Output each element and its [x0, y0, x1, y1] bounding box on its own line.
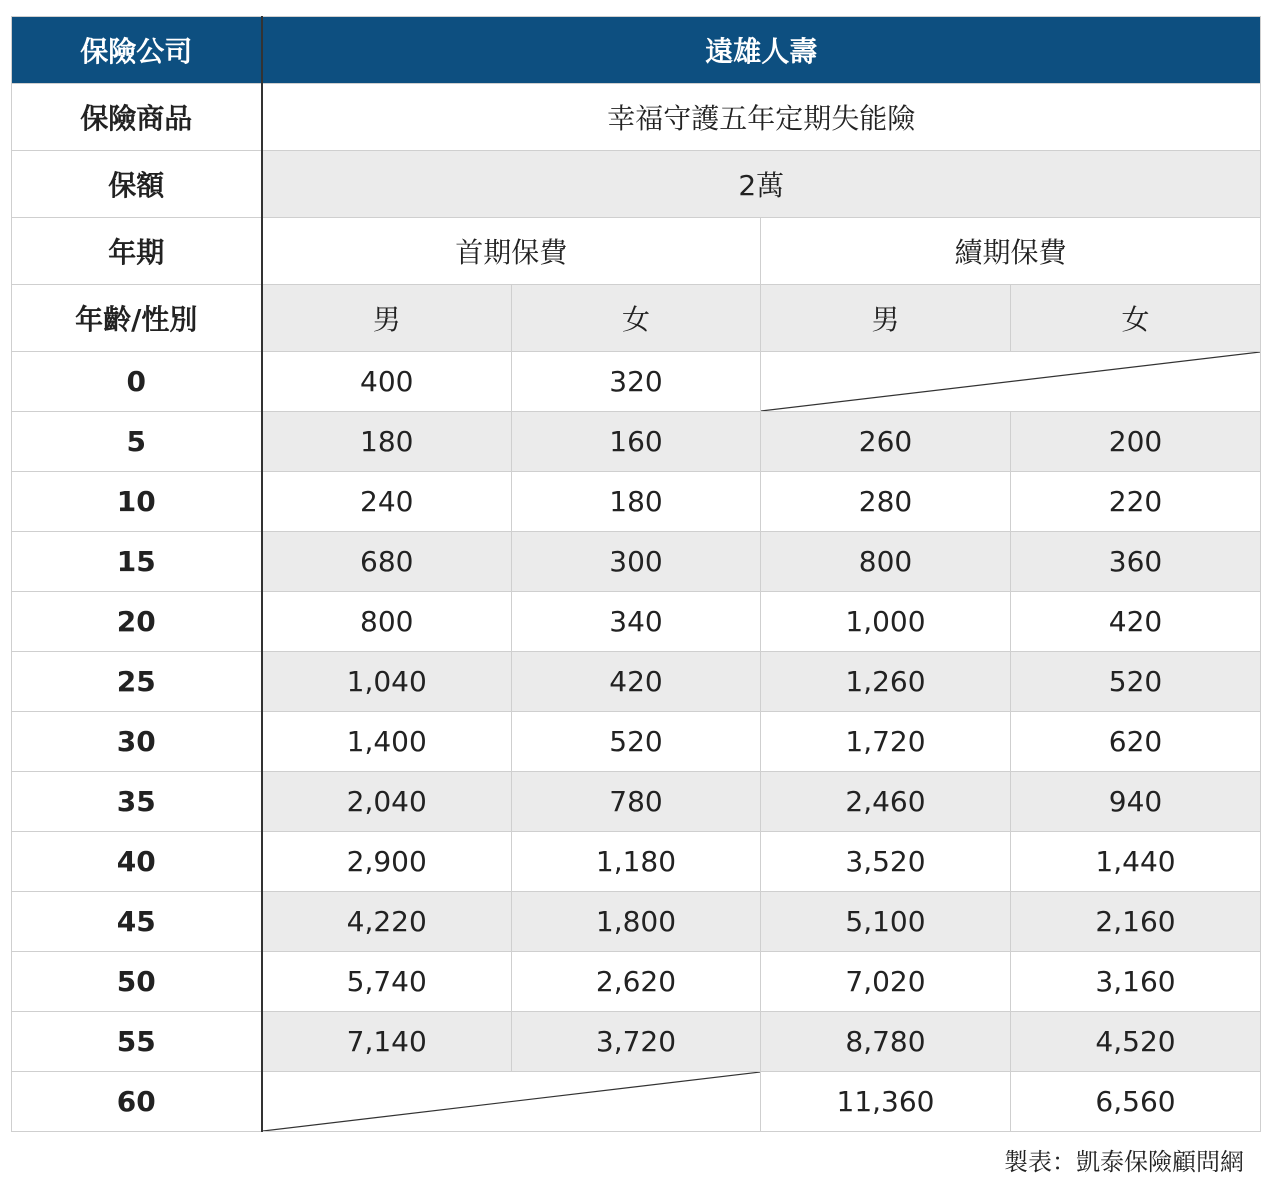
premium-cell: 4,520 — [1011, 1012, 1261, 1072]
age-cell: 25 — [12, 652, 262, 712]
premium-cell: 260 — [761, 412, 1011, 472]
period-label: 年期 — [12, 218, 262, 285]
table-row — [12, 412, 1261, 472]
renewal-premium-header: 續期保費 — [761, 218, 1261, 285]
premium-cell: 780 — [512, 772, 761, 832]
table-row — [12, 952, 1261, 1012]
first-male-header: 男 — [262, 285, 512, 352]
coverage-value: 2萬 — [262, 151, 1261, 218]
premium-cell: 1,440 — [1011, 832, 1261, 892]
source-note: 製表：凱泰保險顧問網 — [1004, 1148, 1244, 1176]
premium-cell: 200 — [1011, 412, 1261, 472]
premium-cell: 7,020 — [761, 952, 1011, 1012]
premium-cell: 520 — [512, 712, 761, 772]
coverage-label: 保額 — [12, 151, 262, 218]
premium-cell: 1,000 — [761, 592, 1011, 652]
not-applicable-slash — [761, 352, 1260, 411]
premium-cell: 4,220 — [262, 892, 512, 952]
table-row — [12, 472, 1261, 532]
age-cell: 35 — [12, 772, 262, 832]
age-cell: 10 — [12, 472, 262, 532]
gender-row — [12, 285, 1261, 352]
premium-cell: 180 — [262, 412, 512, 472]
premium-cell: 8,780 — [761, 1012, 1011, 1072]
age-cell: 60 — [12, 1072, 262, 1132]
premium-cell: 800 — [761, 532, 1011, 592]
table-row — [12, 652, 1261, 712]
coverage-row — [12, 151, 1261, 218]
premium-cell: 680 — [262, 532, 512, 592]
premium-cell: 420 — [1011, 592, 1261, 652]
company-label: 保險公司 — [12, 17, 262, 84]
age-cell: 5 — [12, 412, 262, 472]
premium-cell: 220 — [1011, 472, 1261, 532]
renewal-male-header: 男 — [761, 285, 1011, 352]
age-cell: 15 — [12, 532, 262, 592]
premium-cell: 2,040 — [262, 772, 512, 832]
age-cell: 50 — [12, 952, 262, 1012]
age-cell: 55 — [12, 1012, 262, 1072]
premium-cell: 1,720 — [761, 712, 1011, 772]
table-row — [12, 712, 1261, 772]
age-cell: 30 — [12, 712, 262, 772]
premium-cell: 5,740 — [262, 952, 512, 1012]
premium-cell: 800 — [262, 592, 512, 652]
premium-cell: 400 — [262, 352, 512, 412]
age-cell: 40 — [12, 832, 262, 892]
premium-cell: 340 — [512, 592, 761, 652]
first-premium-header: 首期保費 — [262, 218, 761, 285]
premium-cell: 3,720 — [512, 1012, 761, 1072]
premium-cell: 2,620 — [512, 952, 761, 1012]
age-cell: 45 — [12, 892, 262, 952]
premium-cell: 520 — [1011, 652, 1261, 712]
age-cell: 0 — [12, 352, 262, 412]
premium-cell: 1,800 — [512, 892, 761, 952]
product-name: 幸福守護五年定期失能險 — [262, 84, 1261, 151]
age-gender-label: 年齡/性別 — [12, 285, 262, 352]
premium-cell: 420 — [512, 652, 761, 712]
table-row — [12, 532, 1261, 592]
premium-cell: 2,900 — [262, 832, 512, 892]
product-label: 保險商品 — [12, 84, 262, 151]
period-row — [12, 218, 1261, 285]
premium-table — [11, 16, 1261, 1132]
table-row — [12, 1072, 1261, 1132]
premium-cell: 1,260 — [761, 652, 1011, 712]
table-row — [12, 1012, 1261, 1072]
premium-cell: 160 — [512, 412, 761, 472]
premium-cell: 940 — [1011, 772, 1261, 832]
premium-cell: 1,180 — [512, 832, 761, 892]
premium-cell: 1,040 — [262, 652, 512, 712]
premium-cell: 6,560 — [1011, 1072, 1261, 1132]
empty-cell — [761, 352, 1261, 412]
company-name: 遠雄人壽 — [262, 17, 1261, 84]
premium-cell: 3,520 — [761, 832, 1011, 892]
premium-cell: 320 — [512, 352, 761, 412]
premium-cell: 7,140 — [262, 1012, 512, 1072]
table-row — [12, 592, 1261, 652]
not-applicable-slash — [263, 1072, 761, 1131]
table-row — [12, 892, 1261, 952]
premium-cell: 360 — [1011, 532, 1261, 592]
renewal-female-header: 女 — [1011, 285, 1261, 352]
premium-cell: 280 — [761, 472, 1011, 532]
premium-cell: 620 — [1011, 712, 1261, 772]
premium-cell: 240 — [262, 472, 512, 532]
table-row — [12, 352, 1261, 412]
premium-cell: 11,360 — [761, 1072, 1011, 1132]
premium-cell: 2,160 — [1011, 892, 1261, 952]
first-female-header: 女 — [512, 285, 761, 352]
premium-cell: 3,160 — [1011, 952, 1261, 1012]
premium-cell: 180 — [512, 472, 761, 532]
premium-rows — [12, 352, 1261, 1132]
premium-cell: 5,100 — [761, 892, 1011, 952]
premium-cell: 2,460 — [761, 772, 1011, 832]
company-row — [12, 17, 1261, 84]
age-cell: 20 — [12, 592, 262, 652]
product-row — [12, 84, 1261, 151]
premium-cell: 300 — [512, 532, 761, 592]
table-row — [12, 772, 1261, 832]
premium-cell: 1,400 — [262, 712, 512, 772]
empty-cell — [262, 1072, 761, 1132]
table-row — [12, 832, 1261, 892]
